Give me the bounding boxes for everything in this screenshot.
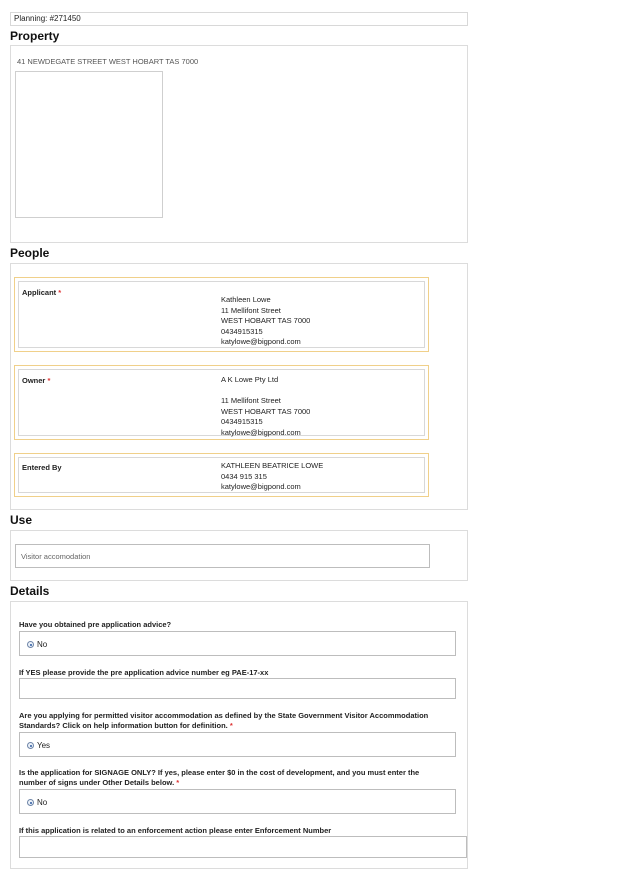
radio-answer-label: Yes <box>37 741 51 750</box>
required-marker: * <box>58 288 62 297</box>
signage-only-field[interactable] <box>19 789 456 814</box>
owner-blank-line <box>221 386 310 397</box>
applicant-card <box>14 277 429 352</box>
required-marker: * <box>176 778 180 787</box>
visitor-accommodation-radio[interactable] <box>27 741 50 750</box>
enforcement-number-question: If this application is related to an enforcement action please enter Enforcement Number <box>19 826 332 835</box>
use-field[interactable] <box>15 544 430 568</box>
applicant-details <box>221 295 310 348</box>
radio-selected-icon <box>27 641 34 648</box>
owner-label: Owner * <box>22 376 51 385</box>
applicant-email: katylowe@bigpond.com <box>221 337 301 346</box>
applicant-label: Applicant * <box>22 288 62 297</box>
applicant-card-inner <box>18 281 425 348</box>
visitor-accommodation-question <box>19 711 428 731</box>
pre-application-advice-radio[interactable] <box>27 640 47 649</box>
entered-by-phone: 0434 915 315 <box>221 471 267 481</box>
owner-phone: 0434915315 <box>221 417 263 426</box>
visitor-accommodation-field[interactable] <box>19 732 456 757</box>
owner-name: A K Lowe Pty Ltd <box>221 375 279 384</box>
entered-by-email: katylowe@bigpond.com <box>221 482 301 491</box>
pre-application-advice-field[interactable] <box>19 631 456 656</box>
enforcement-number-input[interactable] <box>19 836 467 858</box>
property-panel <box>10 45 468 243</box>
visitor-accommodation-question-line1: Are you applying for permitted visitor accommodation as defined by the State Government Visitor Accommodation <box>19 711 429 720</box>
use-section-title: Use <box>10 513 33 527</box>
owner-street: 11 Mellifont Street <box>221 396 281 405</box>
property-section-title: Property <box>10 29 60 43</box>
applicant-name: Kathleen Lowe <box>221 295 271 304</box>
entered-by-card <box>14 453 429 497</box>
owner-details <box>221 375 310 438</box>
required-marker: * <box>229 721 233 730</box>
owner-email: katylowe@bigpond.com <box>221 427 301 437</box>
pre-application-number-question: If YES please provide the pre application advice number eg PAE-17-xx <box>19 668 269 677</box>
entered-by-details <box>221 461 323 493</box>
pre-application-number-input[interactable] <box>19 678 456 699</box>
entered-by-name: KATHLEEN BEATRICE LOWE <box>221 461 324 470</box>
property-address: 41 NEWDEGATE STREET WEST HOBART TAS 7000 <box>17 57 199 66</box>
use-panel <box>10 530 468 581</box>
radio-answer-label: No <box>37 798 48 807</box>
owner-card-inner <box>18 369 425 436</box>
visitor-accommodation-question-line2: Standards? Click on help information button for definition. * <box>19 721 233 730</box>
property-map[interactable] <box>15 71 163 218</box>
radio-answer-label: No <box>37 640 48 649</box>
signage-only-question-line2: number of signs under Other Details below. * <box>19 778 180 787</box>
signage-only-radio[interactable] <box>27 798 47 807</box>
pre-application-advice-question: Have you obtained pre application advice? <box>19 620 172 629</box>
entered-by-card-inner <box>18 457 425 493</box>
radio-selected-icon <box>27 799 34 806</box>
applicant-street: 11 Mellifont Street <box>221 305 281 315</box>
owner-card <box>14 365 429 440</box>
owner-suburb: WEST HOBART TAS 7000 <box>221 406 311 416</box>
applicant-phone: 0434915315 <box>221 326 263 336</box>
use-value: Visitor accomodation <box>21 552 91 561</box>
people-section-title: People <box>10 246 50 260</box>
signage-only-question <box>19 768 419 788</box>
entered-by-label: Entered By <box>22 463 62 472</box>
planning-reference: Planning: #271450 <box>10 12 468 26</box>
required-marker: * <box>47 376 51 385</box>
details-section-title: Details <box>10 584 50 598</box>
applicant-suburb: WEST HOBART TAS 7000 <box>221 316 311 325</box>
signage-only-question-line1: Is the application for SIGNAGE ONLY? If yes, please enter $0 in the cost of development, and you must enter the <box>19 768 420 777</box>
radio-selected-icon <box>27 742 34 749</box>
